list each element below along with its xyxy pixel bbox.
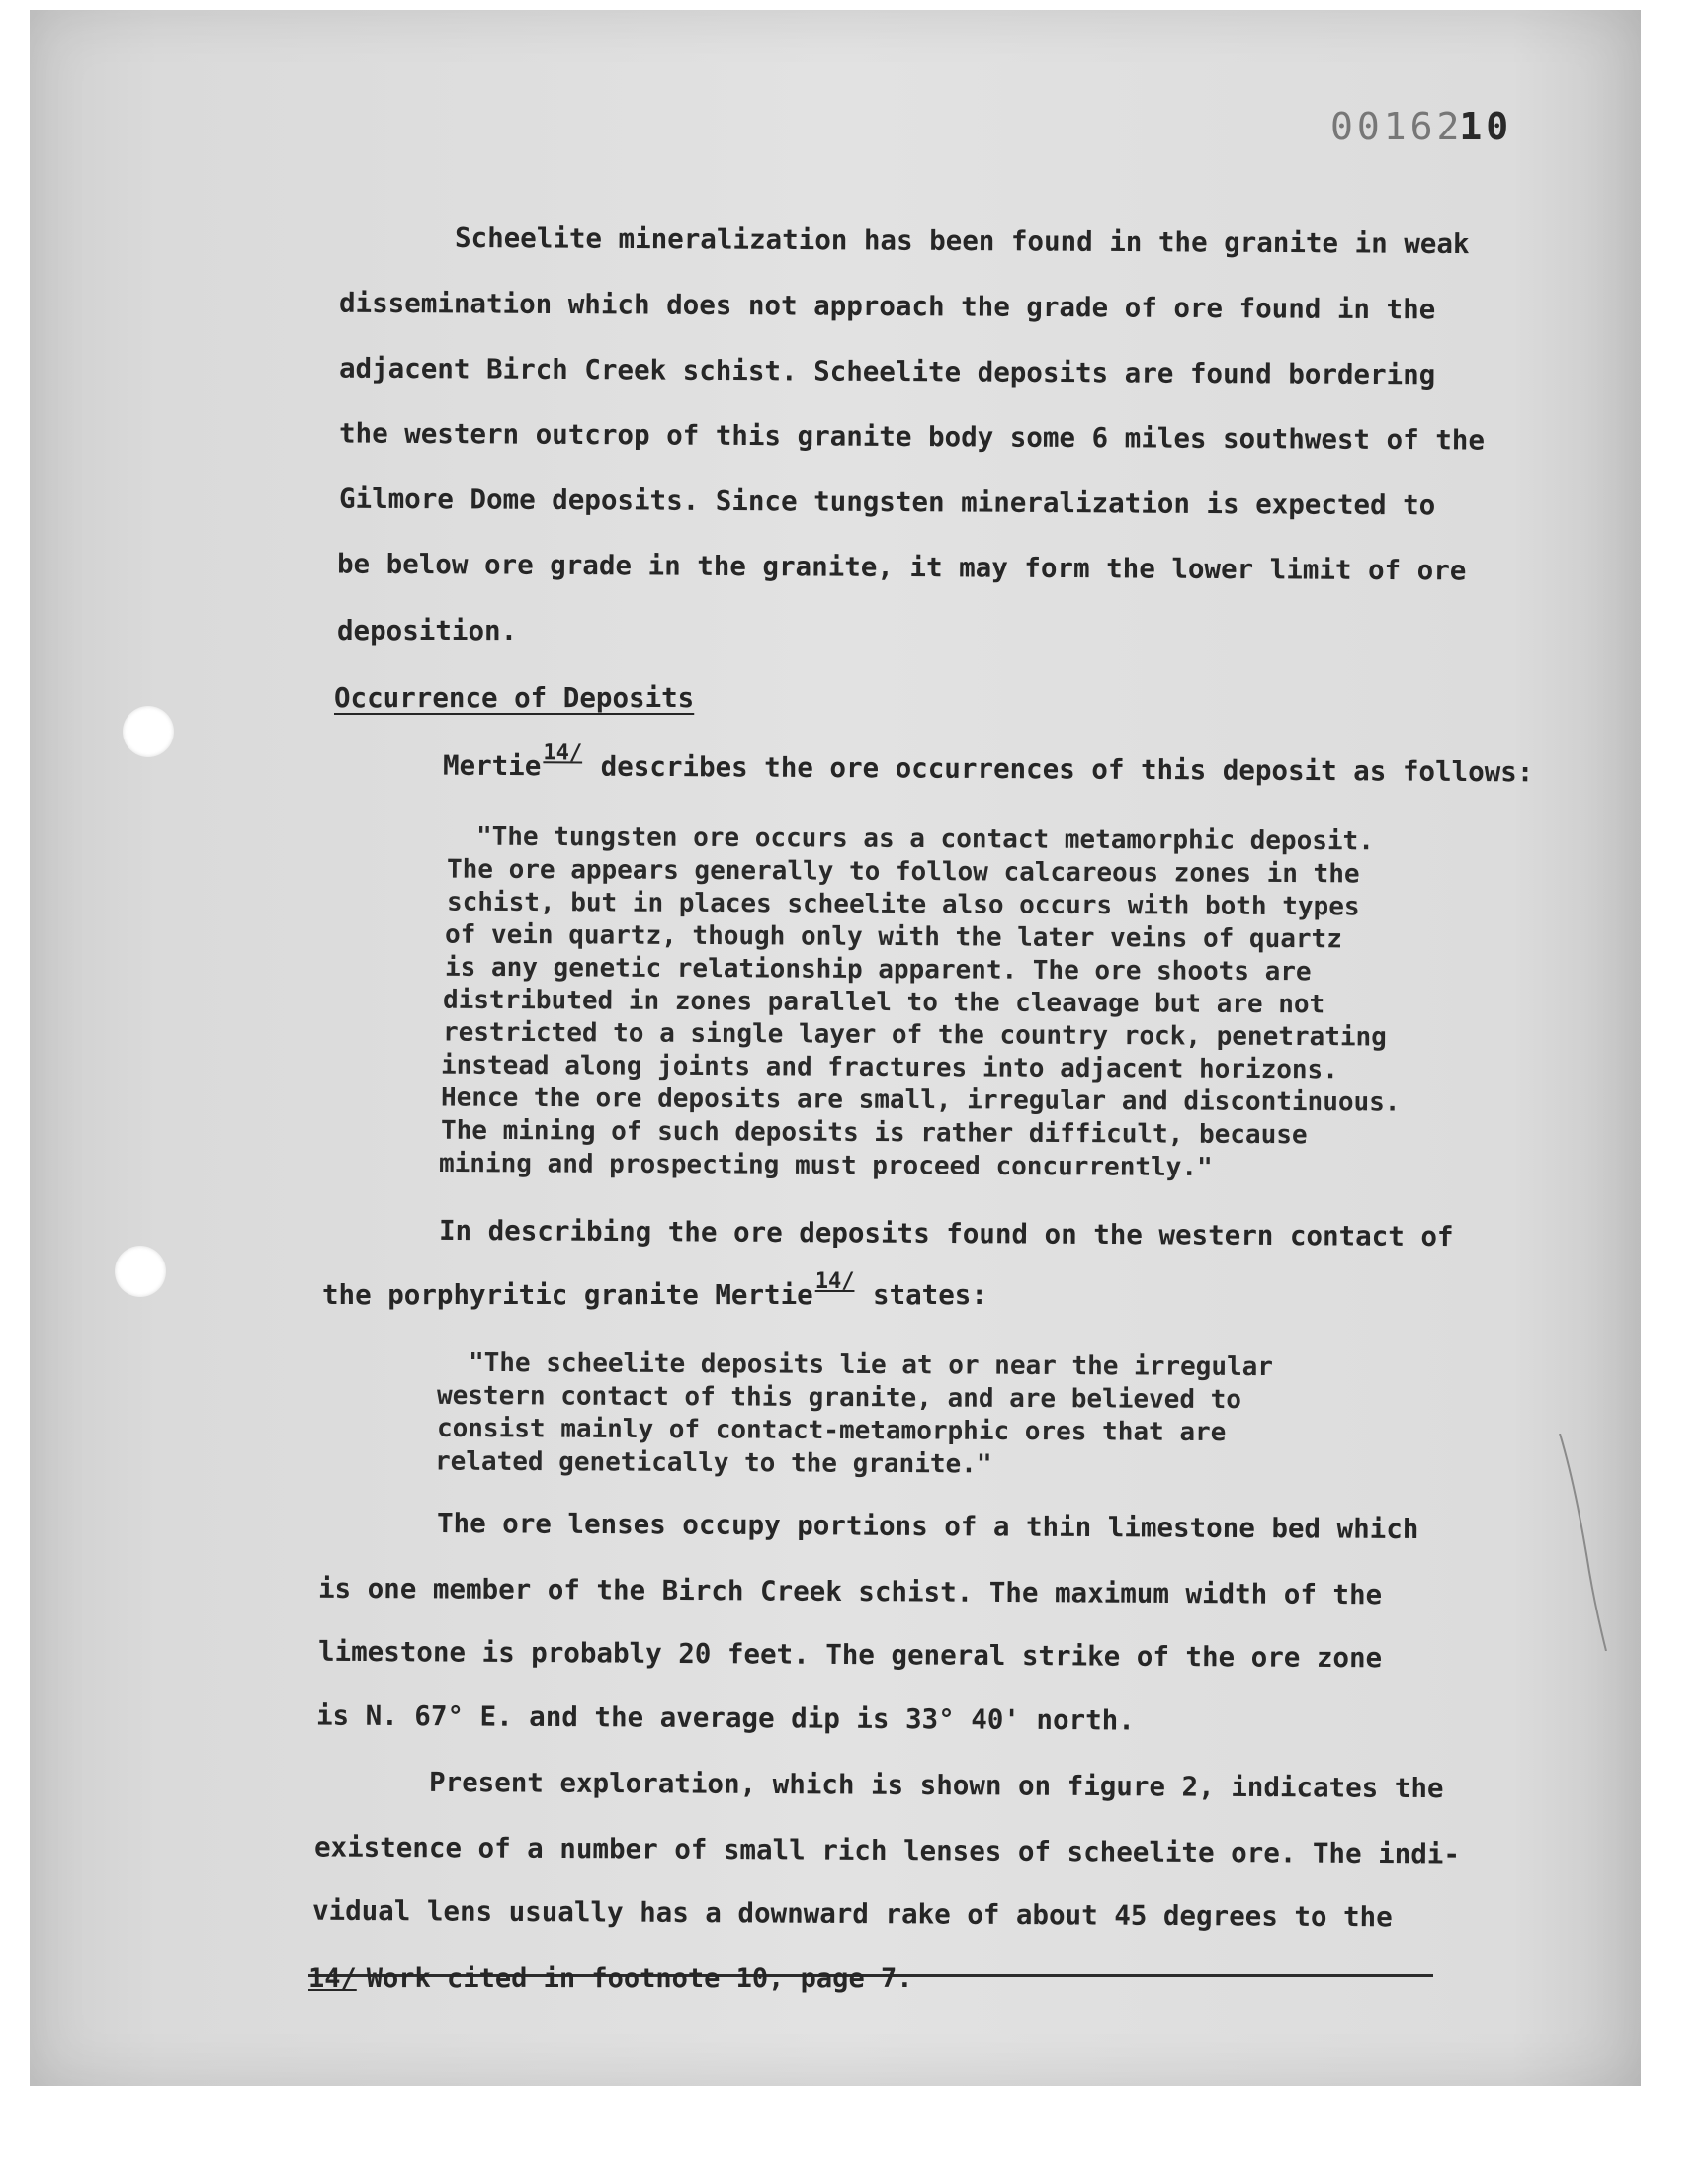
quote1-line: distributed in zones parallel to the cleavage but are not bbox=[442, 985, 1325, 1020]
paragraph3-line: vidual lens usually has a downward rake of about 45 degrees to the bbox=[311, 1894, 1393, 1934]
quote1-line: is any genetic relationship apparent. The ore shoots are bbox=[444, 952, 1312, 988]
paragraph1-line: the western outcrop of this granite body some 6 miles southwest of the bbox=[338, 417, 1486, 457]
paragraph1-line: be below ore grade in the granite, it may form the lower limit of ore bbox=[336, 548, 1467, 587]
quote1-line: "The tungsten ore occurs as a contact metamorphic deposit. bbox=[475, 822, 1374, 857]
quote2-line: consist mainly of contact-metamorphic ores that are bbox=[436, 1413, 1227, 1448]
paper-crease-mark bbox=[1552, 1434, 1611, 1651]
paragraph3-line: existence of a number of small rich lenses of scheelite ore. The indi- bbox=[313, 1831, 1461, 1870]
paragraph2-line: is one member of the Birch Creek schist. The maximum width of the bbox=[317, 1572, 1383, 1611]
paragraph1-line: deposition. bbox=[337, 615, 518, 647]
paragraph1-line: Gilmore Dome deposits. Since tungsten mineralization is expected to bbox=[338, 482, 1436, 522]
intro-text: the porphyritic granite Mertie bbox=[322, 1279, 813, 1311]
footnote-text: Work cited in footnote 10, page 7. bbox=[366, 1963, 913, 1994]
page-number bbox=[1330, 105, 1512, 148]
paragraph2-line: The ore lenses occupy portions of a thin limestone bed which bbox=[436, 1507, 1419, 1546]
quote1-line: The ore appears generally to follow calcareous zones in the bbox=[446, 854, 1360, 890]
section-heading: Occurrence of Deposits bbox=[334, 682, 695, 714]
page-number-overstrike: 10 bbox=[1459, 105, 1513, 148]
quote1-line: of vein quartz, though only with the later veins of quartz bbox=[444, 919, 1342, 955]
footnote-mark: 14/ bbox=[308, 1963, 357, 1994]
paragraph2-line: is N. 67° E. and the average dip is 33° 40' north. bbox=[315, 1699, 1135, 1737]
quote1-intro bbox=[442, 740, 1534, 789]
quote2-intro: In describing the ore deposits found on the western contact of bbox=[438, 1214, 1454, 1254]
footnote bbox=[308, 1963, 912, 1994]
punch-hole bbox=[123, 706, 174, 757]
paragraph1-line: adjacent Birch Creek schist. Scheelite deposits are found bordering bbox=[338, 352, 1436, 392]
paragraph1-line: Scheelite mineralization has been found in the granite in weak bbox=[454, 221, 1470, 261]
quote2-line: "The scheelite deposits lie at or near the irregular bbox=[468, 1348, 1274, 1383]
paragraph1-line: dissemination which does not approach the grade of ore found in the bbox=[338, 287, 1436, 326]
quote1-line: instead along joints and fractures into adjacent horizons. bbox=[440, 1050, 1338, 1086]
quote1-line: Hence the ore deposits are small, irregular and discontinuous. bbox=[440, 1083, 1401, 1118]
intro-text: states: bbox=[856, 1279, 987, 1311]
page-number-digits: 00162 bbox=[1330, 105, 1464, 148]
quote1-line: restricted to a single layer of the country rock, penetrating bbox=[442, 1017, 1387, 1053]
paragraph3-line: Present exploration, which is shown on figure 2, indicates the bbox=[428, 1766, 1444, 1805]
paragraph2-line: limestone is probably 20 feet. The general strike of the ore zone bbox=[317, 1635, 1383, 1675]
document-page bbox=[30, 10, 1641, 2086]
quote1-line: schist, but in places scheelite also occurs with both types bbox=[446, 887, 1360, 922]
punch-hole bbox=[115, 1246, 166, 1297]
footnote-reference: 14/ bbox=[814, 1269, 855, 1294]
quote2-line: western contact of this granite, and are believed to bbox=[436, 1380, 1242, 1416]
intro-text: describes the ore occurrences of this deposit as follows: bbox=[584, 750, 1534, 789]
author-name: Mertie bbox=[442, 749, 542, 783]
footnote-reference: 14/ bbox=[543, 740, 583, 766]
quote2-line: related genetically to the granite." bbox=[434, 1446, 992, 1480]
quote1-line: The mining of such deposits is rather difficult, because bbox=[440, 1115, 1308, 1151]
quote2-intro bbox=[322, 1269, 987, 1311]
quote1-line: mining and prospecting must proceed concurrently." bbox=[438, 1148, 1213, 1183]
